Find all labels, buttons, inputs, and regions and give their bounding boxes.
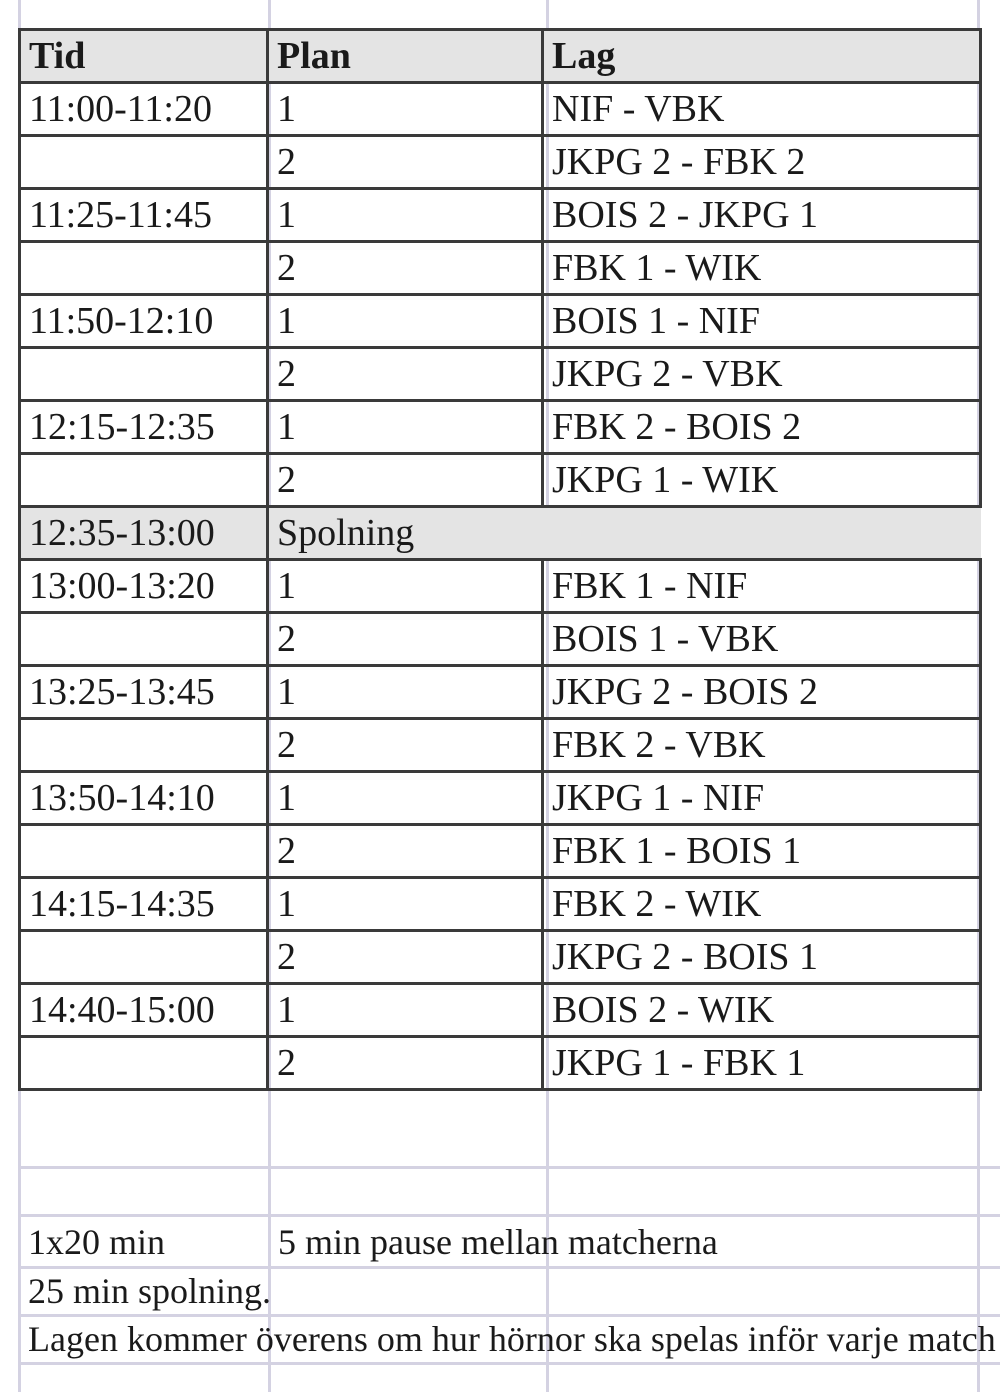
cell-tid: 11:00-11:20 xyxy=(20,83,268,136)
cell-tid xyxy=(20,613,268,666)
cell-lag: JKPG 1 - FBK 1 xyxy=(543,1037,981,1090)
cell-lag: JKPG 1 - NIF xyxy=(543,772,981,825)
cell-lag: BOIS 2 - WIK xyxy=(543,984,981,1037)
cell-lag: FBK 1 - NIF xyxy=(543,560,981,613)
cell-plan: 2 xyxy=(268,242,543,295)
cell-plan: 2 xyxy=(268,931,543,984)
break-row xyxy=(20,507,981,560)
cell-tid: 11:50-12:10 xyxy=(20,295,268,348)
match-schedule-table xyxy=(18,28,982,1091)
cell-lag: FBK 1 - BOIS 1 xyxy=(543,825,981,878)
cell-plan: 2 xyxy=(268,613,543,666)
table-row xyxy=(20,401,981,454)
header-lag: Lag xyxy=(543,30,981,83)
table-row xyxy=(20,825,981,878)
cell-plan: 1 xyxy=(268,401,543,454)
cell-lag: BOIS 1 - NIF xyxy=(543,295,981,348)
cell-lag: FBK 1 - WIK xyxy=(543,242,981,295)
cell-plan: 2 xyxy=(268,719,543,772)
cell-tid: 12:15-12:35 xyxy=(20,401,268,454)
cell-tid xyxy=(20,454,268,507)
table-row xyxy=(20,189,981,242)
cell-plan: 2 xyxy=(268,454,543,507)
note-pause: 5 min pause mellan matcherna xyxy=(278,1222,718,1262)
cell-break-label: Spolning xyxy=(268,507,981,560)
cell-tid: 13:25-13:45 xyxy=(20,666,268,719)
table-row xyxy=(20,878,981,931)
header-tid: Tid xyxy=(20,30,268,83)
cell-lag: FBK 2 - VBK xyxy=(543,719,981,772)
cell-tid: 11:25-11:45 xyxy=(20,189,268,242)
cell-lag: BOIS 1 - VBK xyxy=(543,613,981,666)
cell-plan: 1 xyxy=(268,189,543,242)
cell-plan: 1 xyxy=(268,560,543,613)
cell-lag: NIF - VBK xyxy=(543,83,981,136)
cell-tid: 12:35-13:00 xyxy=(20,507,268,560)
table-row xyxy=(20,984,981,1037)
cell-plan: 1 xyxy=(268,83,543,136)
grid-line xyxy=(18,1266,1000,1269)
cell-lag: JKPG 2 - BOIS 2 xyxy=(543,666,981,719)
table-row xyxy=(20,454,981,507)
schedule-body xyxy=(20,83,981,1090)
cell-tid: 14:15-14:35 xyxy=(20,878,268,931)
table-row xyxy=(20,931,981,984)
cell-lag: JKPG 2 - BOIS 1 xyxy=(543,931,981,984)
grid-line xyxy=(18,1314,1000,1317)
note-corners: Lagen kommer överens om hur hörnor ska spelas inför varje match xyxy=(28,1319,996,1359)
grid-line xyxy=(18,1214,1000,1217)
table-row xyxy=(20,295,981,348)
cell-lag: JKPG 2 - VBK xyxy=(543,348,981,401)
cell-tid: 13:50-14:10 xyxy=(20,772,268,825)
cell-tid xyxy=(20,719,268,772)
cell-plan: 2 xyxy=(268,1037,543,1090)
cell-lag: FBK 2 - WIK xyxy=(543,878,981,931)
note-duration: 1x20 min xyxy=(28,1222,166,1262)
cell-lag: JKPG 1 - WIK xyxy=(543,454,981,507)
cell-tid: 13:00-13:20 xyxy=(20,560,268,613)
table-row xyxy=(20,772,981,825)
table-row xyxy=(20,83,981,136)
cell-plan: 1 xyxy=(268,666,543,719)
cell-lag: JKPG 2 - FBK 2 xyxy=(543,136,981,189)
grid-line xyxy=(18,1166,1000,1169)
table-row xyxy=(20,613,981,666)
cell-lag: BOIS 2 - JKPG 1 xyxy=(543,189,981,242)
cell-tid xyxy=(20,825,268,878)
table-row xyxy=(20,560,981,613)
cell-plan: 2 xyxy=(268,348,543,401)
cell-plan: 1 xyxy=(268,295,543,348)
cell-tid xyxy=(20,136,268,189)
cell-tid xyxy=(20,931,268,984)
table-row xyxy=(20,719,981,772)
table-row xyxy=(20,1037,981,1090)
cell-tid: 14:40-15:00 xyxy=(20,984,268,1037)
table-row xyxy=(20,242,981,295)
cell-lag: FBK 2 - BOIS 2 xyxy=(543,401,981,454)
cell-plan: 2 xyxy=(268,136,543,189)
header-plan: Plan xyxy=(268,30,543,83)
table-row xyxy=(20,666,981,719)
header-row xyxy=(20,30,981,83)
cell-plan: 2 xyxy=(268,825,543,878)
cell-plan: 1 xyxy=(268,772,543,825)
cell-tid xyxy=(20,348,268,401)
table-row xyxy=(20,136,981,189)
cell-tid xyxy=(20,1037,268,1090)
cell-tid xyxy=(20,242,268,295)
note-spolning: 25 min spolning. xyxy=(28,1271,272,1311)
cell-plan: 1 xyxy=(268,984,543,1037)
cell-plan: 1 xyxy=(268,878,543,931)
table-row xyxy=(20,348,981,401)
grid-line xyxy=(18,1362,1000,1365)
